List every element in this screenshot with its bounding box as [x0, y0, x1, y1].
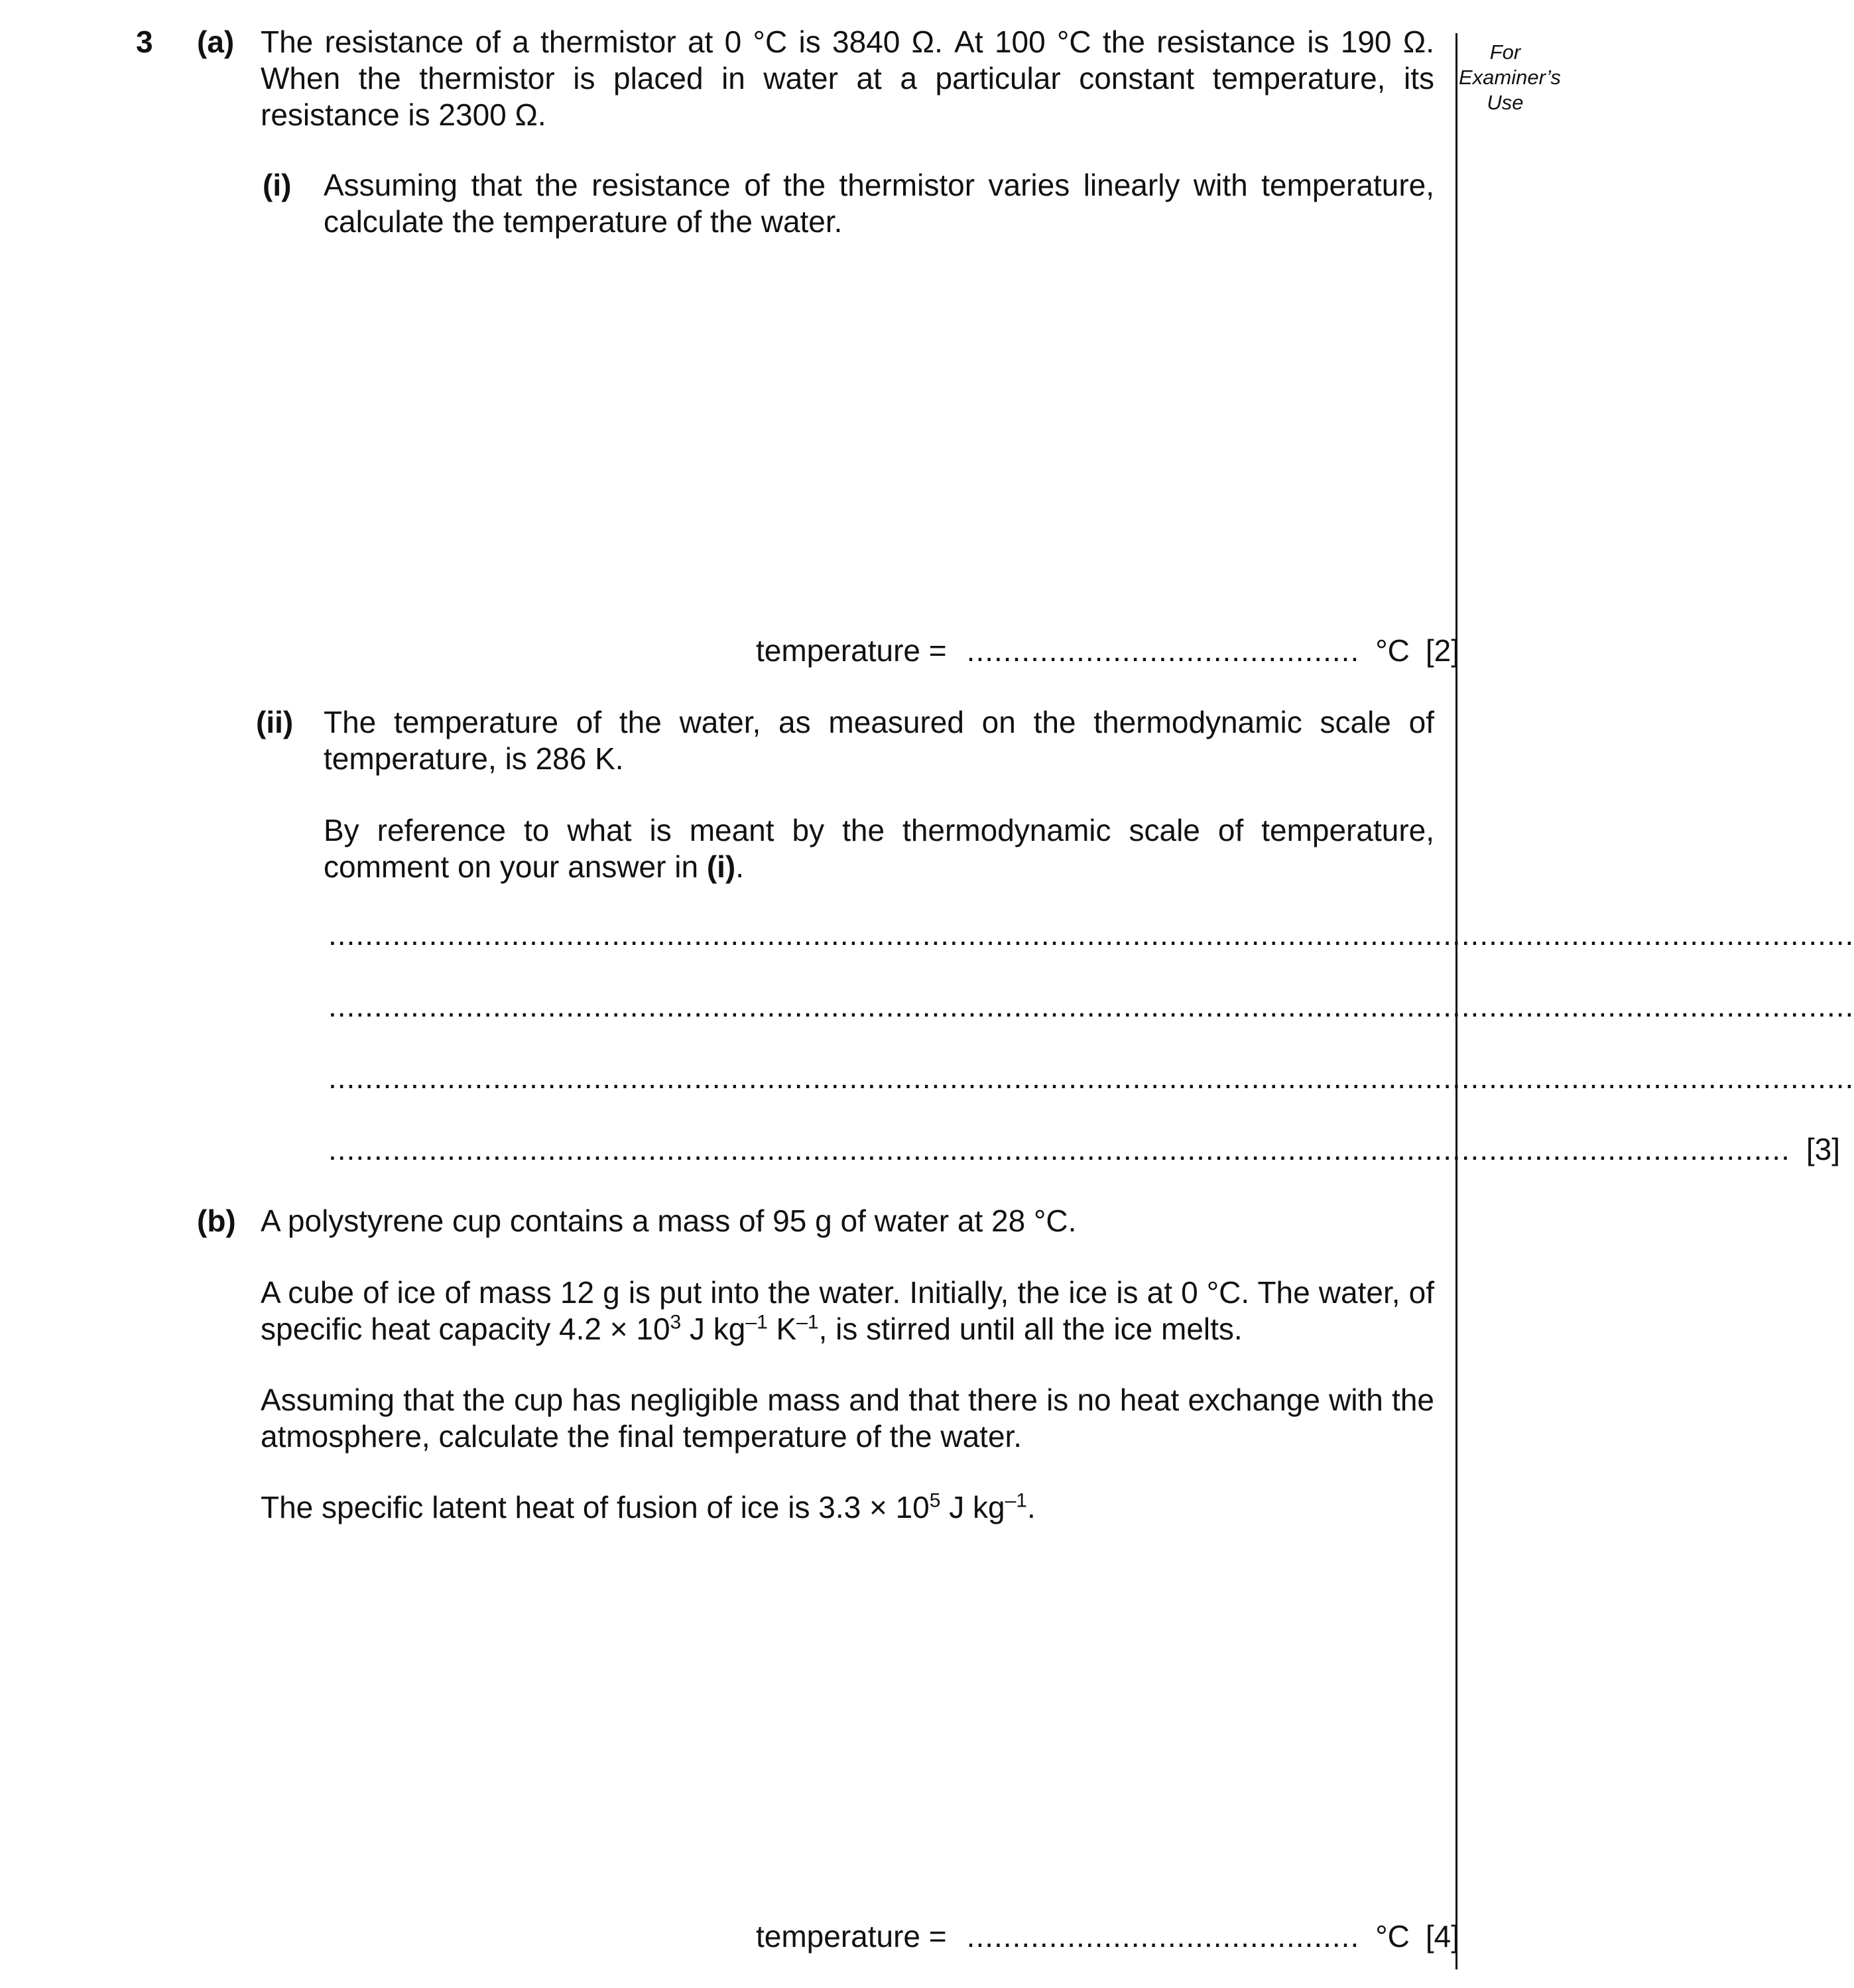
- examiner-line-3: Use: [1487, 91, 1524, 114]
- part-b-p2-exp-1: 3: [670, 1311, 682, 1334]
- examiner-line-1: For: [1489, 40, 1521, 64]
- sub-ii-marks: [3]: [1806, 1132, 1840, 1166]
- part-b-p1: A polystyrene cup contains a mass of 95 g of water at 28 °C.: [261, 1204, 1077, 1238]
- part-b-p2-exp-2: –1: [745, 1311, 768, 1334]
- part-b-p2-end: , is stirred until all the ice melts.: [818, 1312, 1243, 1346]
- sub-ii-text-2: [324, 812, 1434, 885]
- part-b-answer-label: temperature =: [756, 1919, 947, 1954]
- sub-i-answer-row: [756, 633, 1460, 669]
- sub-ii-text-2-end: .: [735, 849, 745, 884]
- part-b-p4-exp-1: 5: [929, 1489, 941, 1512]
- sub-ii-answer-field-2[interactable]: .......................................................................................................................................................................: [328, 989, 1854, 1023]
- part-b-p3: Assuming that the cup has negligible mass and that there is no heat exchange with the atmosphere, calculate the final temperature of the water.: [261, 1383, 1434, 1454]
- sub-i-label: (i): [263, 168, 292, 202]
- part-a-label: (a): [197, 25, 235, 59]
- part-b-label: (b): [197, 1204, 236, 1238]
- sub-ii-text-2-start: By reference to what is meant by the thermodynamic scale of temperature, comment on your answer in: [324, 813, 1434, 884]
- sub-ii-answer-field-3[interactable]: .......................................................................................................................................................................: [328, 1060, 1854, 1095]
- examiner-use-label: [1459, 40, 1561, 115]
- sub-i-answer-unit: °C: [1375, 633, 1410, 668]
- part-b-p2: [261, 1274, 1434, 1347]
- sub-i-text: Assuming that the resistance of the thermistor varies linearly with temperature, calculate the temperature of the water.: [324, 168, 1434, 239]
- sub-ii-answer-line-3: [328, 1060, 1854, 1096]
- examiner-line-2: Examiner’s: [1459, 66, 1561, 89]
- sub-i-answer-label: temperature =: [756, 633, 947, 668]
- part-b-answer-row: [756, 1918, 1460, 1955]
- part-b-p4-exp-2: –1: [1005, 1489, 1027, 1512]
- part-b-p4-start: The specific latent heat of fusion of ice is 3.3 × 10: [261, 1490, 930, 1524]
- sub-ii-answer-field-1[interactable]: .......................................................................................................................................................................: [328, 917, 1854, 952]
- part-b-p4-mid: J kg: [940, 1490, 1005, 1524]
- sub-i-answer-field[interactable]: ...........................................: [966, 633, 1360, 668]
- sub-ii-label: (ii): [256, 705, 294, 739]
- part-b-p2-start: A cube of ice of mass 12 g is put into the water. Initially, the ice is at 0 °C. The water, of specific heat capacity 4.2 × 10: [261, 1275, 1434, 1346]
- sub-ii-answer-line-2: [328, 988, 1854, 1025]
- part-b-answer-unit: °C: [1375, 1919, 1410, 1954]
- sub-i-marks: [2]: [1425, 633, 1460, 668]
- question-number: 3: [136, 25, 153, 59]
- part-b-answer-field[interactable]: ...........................................: [966, 1919, 1360, 1954]
- part-a-intro: The resistance of a thermistor at 0 °C is 3840 Ω. At 100 °C the resistance is 190 Ω. When the thermistor is placed in water at a particular constant temperature, its resistance is 2300 Ω.: [261, 25, 1434, 132]
- part-b-p2-mid-1: J kg: [681, 1312, 746, 1346]
- part-b-p2-exp-3: –1: [796, 1311, 819, 1334]
- sub-ii-text-1: The temperature of the water, as measured on the thermodynamic scale of temperature, is 286 K.: [324, 705, 1434, 776]
- sub-ii-answer-line-4: [328, 1131, 1840, 1168]
- part-b-p4-end: .: [1026, 1490, 1036, 1524]
- part-b-marks: [4]: [1425, 1919, 1460, 1954]
- part-b-p4: [261, 1489, 1434, 1526]
- part-b-p2-mid-2: K: [767, 1312, 797, 1346]
- sub-ii-text-2-ref: (i): [706, 849, 736, 884]
- sub-ii-answer-field-4[interactable]: ................................................................................................................................................................: [328, 1132, 1790, 1166]
- sub-ii-answer-line-1: [328, 916, 1854, 953]
